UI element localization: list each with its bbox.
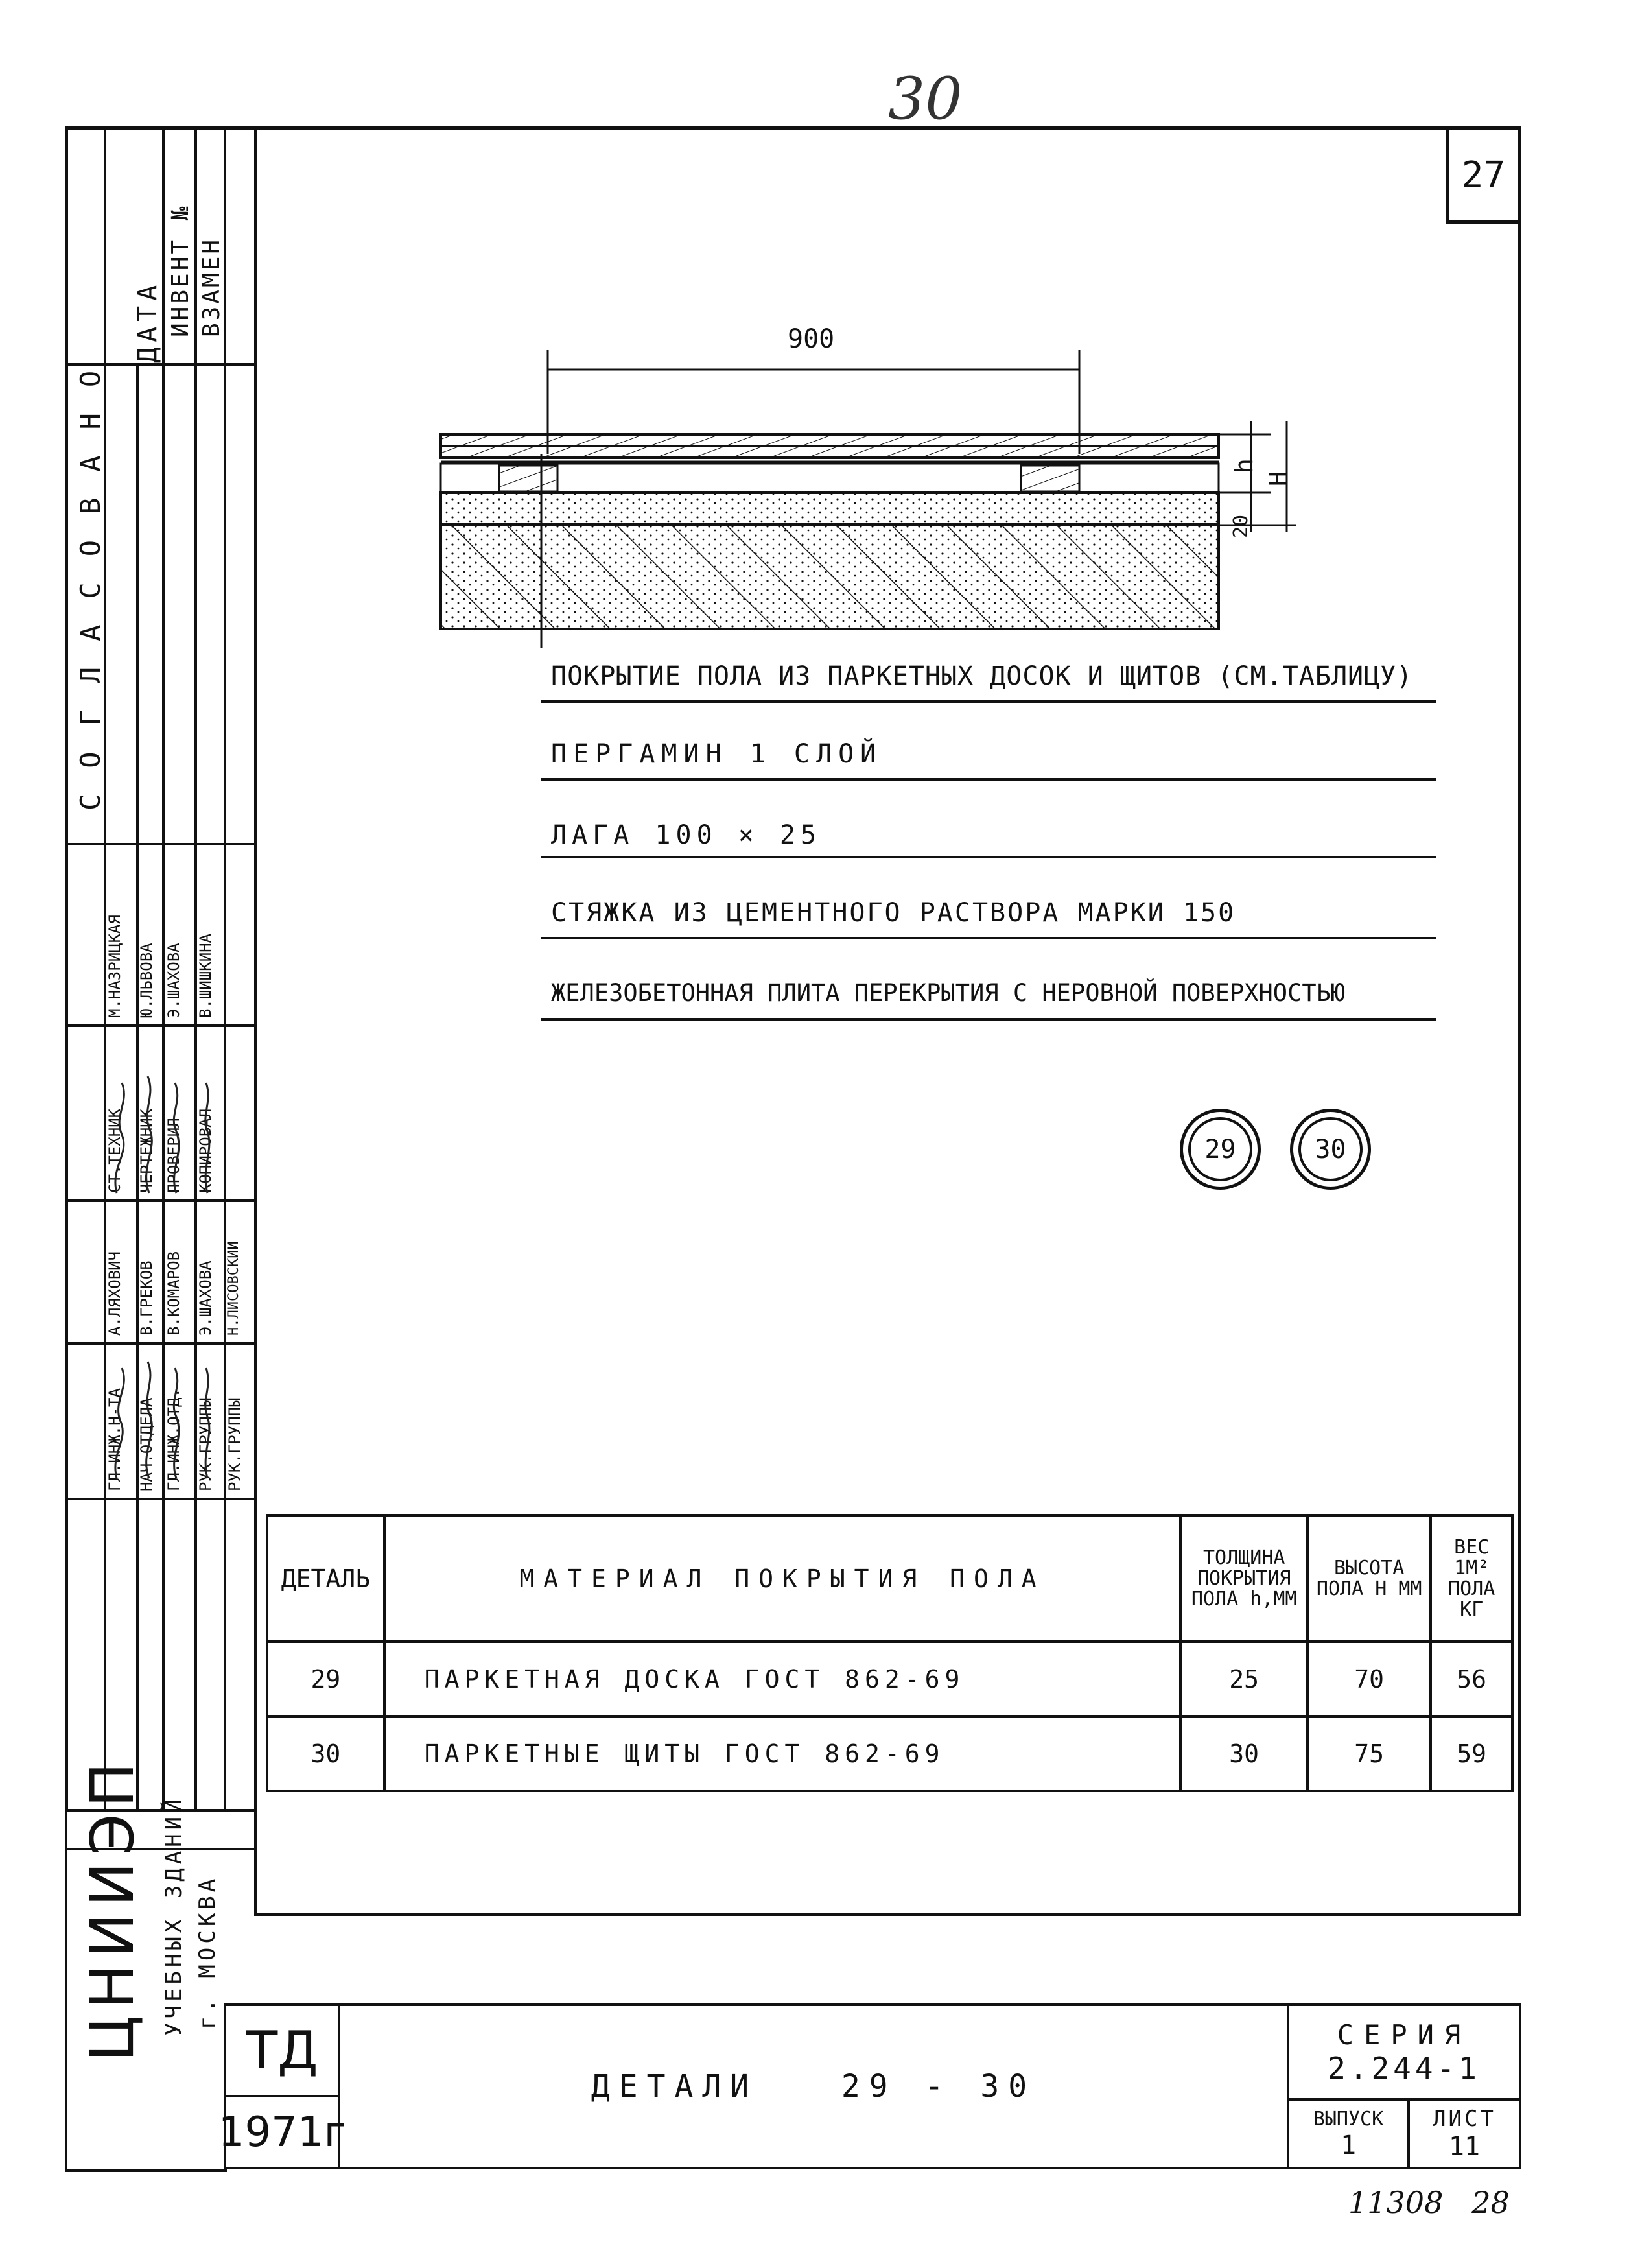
frame-bottom (65, 2169, 227, 2172)
callout-line (541, 937, 1436, 939)
series-cell (1287, 2003, 1521, 2101)
strip-row-line (65, 1024, 257, 1027)
table-cell: ПАРКЕТНАЯ ДОСКА ГОСТ 862-69 (384, 1642, 1181, 1716)
org-city: г. МОСКВА (194, 1874, 220, 2029)
layer-label-2: ПЕРГАМИН 1 СЛОЙ (551, 739, 883, 769)
material-table (266, 1514, 1514, 1792)
table-cell: 25 (1180, 1642, 1307, 1716)
table-cell: 29 (267, 1642, 384, 1716)
signatory-position: СТ.ТЕХНИК (106, 1108, 124, 1193)
signatory-name: В.ШИШКИНА (196, 933, 215, 1018)
signatory-position: ГЛ.ИНЖ.ОТД. (165, 1388, 183, 1491)
code-cell (224, 2003, 340, 2097)
table-header: ВЫСОТА ПОЛА H ММ (1307, 1515, 1431, 1642)
sheet-cell (1407, 2098, 1521, 2169)
layer-label-5: ЖЕЛЕЗОБЕТОННАЯ ПЛИТА ПЕРЕКРЫТИЯ С НЕРОВНОЙ ПОВЕРХНОСТЬЮ (551, 979, 1346, 1007)
signatory-name: М.НАЗРИЦКАЯ (106, 915, 124, 1018)
table-cell: 30 (267, 1716, 384, 1791)
callout-line (541, 856, 1436, 858)
strip-replace-label: ВЗАМЕН (198, 237, 225, 337)
signatory-position: КОПИРОВАЛ (196, 1108, 215, 1193)
signatory-name: Н.ЛИСОВСКИЙ (226, 1241, 242, 1336)
table-cell: 30 (1180, 1716, 1307, 1791)
detail-marker-30 (1290, 1109, 1371, 1190)
page-handwritten-number: 30 (888, 65, 963, 133)
table-header: МАТЕРИАЛ ПОКРЫТИЯ ПОЛА (384, 1515, 1181, 1642)
table-cell: 59 (1431, 1716, 1512, 1791)
drawing-title: ДЕТАЛИ 29 - 30 (591, 2068, 1037, 2105)
signatory-name: В.ГРЕКОВ (137, 1260, 156, 1336)
issue-cell (1287, 2098, 1410, 2169)
marker-label: 29 (1204, 1134, 1236, 1164)
floor-section-drawing (415, 324, 1322, 648)
signatory-position: РУК.ГРУППЫ (196, 1397, 215, 1491)
strip-inventory-label: ИНВЕНТ № (167, 204, 194, 337)
strip-col-line (224, 126, 226, 1812)
callout-line (541, 1018, 1436, 1021)
year-cell (218, 2095, 346, 2169)
signatory-name: В.КОМАРОВ (165, 1251, 183, 1336)
sheet-label: ЛИСТ (1433, 2106, 1496, 2132)
table-header: ВЕС 1М² ПОЛА КГ (1431, 1515, 1512, 1642)
strip-row-line (65, 843, 257, 845)
title-cell (338, 2003, 1289, 2169)
table-row (267, 1642, 1512, 1716)
dimension-h: h (1230, 458, 1258, 473)
table-header: ТОЛЩИНА ПОКРЫТИЯ ПОЛА h,ММ (1180, 1515, 1307, 1642)
code: ТД (246, 2020, 318, 2081)
sheet-number: 27 (1461, 154, 1506, 196)
table-cell: 75 (1307, 1716, 1431, 1791)
issue-label: ВЫПУСК (1313, 2107, 1384, 2131)
org-name: УЧЕБНЫХ ЗДАНИЙ (161, 1795, 187, 2036)
table-cell: ПАРКЕТНЫЕ ЩИТЫ ГОСТ 862-69 (384, 1716, 1181, 1791)
archive-number: 11308 28 (1348, 2185, 1510, 2220)
issue-number: 1 (1340, 2130, 1357, 2160)
callout-line (541, 778, 1436, 781)
series-number: 2.244-1 (1328, 2050, 1481, 2086)
signatory-name: Ю.ЛЬВОВА (137, 943, 156, 1018)
signatory-name: А.ЛЯХОВИЧ (106, 1251, 124, 1336)
signatory-position: НАЧ.ОТДЕЛА (137, 1397, 156, 1491)
dimension-20: 20 (1230, 514, 1252, 538)
strip-agreed-label: СОГЛАСОВАНО (75, 344, 106, 810)
signatory-position: ЧЕРТЕЖНИК (137, 1108, 156, 1193)
table-cell: 70 (1307, 1642, 1431, 1716)
detail-marker-29 (1180, 1109, 1261, 1190)
layer-label-4: СТЯЖКА ИЗ ЦЕМЕНТНОГО РАСТВОРА МАРКИ 150 (551, 898, 1236, 928)
year: 1971г (218, 2108, 346, 2156)
frame-left-extension (65, 1812, 67, 2172)
layer-label-1: ПОКРЫТИЕ ПОЛА ИЗ ПАРКЕТНЫХ ДОСОК И ЩИТОВ (СМ.ТАБЛИЦУ) (551, 661, 1413, 691)
dimension-H: H (1264, 471, 1293, 486)
strip-date-label: ДАТА (133, 279, 163, 363)
sheet-number-box (1446, 126, 1521, 224)
strip-row-line (65, 1498, 257, 1500)
table-row (267, 1716, 1512, 1791)
signatory-name: Э.ШАХОВА (196, 1260, 215, 1336)
signatures (104, 1037, 227, 1491)
signatory-position: РУК.ГРУППЫ (226, 1397, 244, 1491)
sheet-number-bottom: 11 (1448, 2132, 1481, 2162)
table-cell: 56 (1431, 1642, 1512, 1716)
dimension-900: 900 (788, 324, 835, 354)
signatory-name: Э.ШАХОВА (165, 943, 183, 1018)
signatory-position: ГЛ.ИНЖ.Н-ТА (106, 1388, 124, 1491)
layer-label-3: ЛАГА 100 × 25 (551, 820, 822, 850)
series-label: СЕРИЯ (1337, 2018, 1471, 2051)
signatory-position: ПРОВЕРИЛ (165, 1118, 183, 1193)
callout-line (541, 700, 1436, 703)
table-header: ДЕТАЛЬ (267, 1515, 384, 1642)
marker-label: 30 (1315, 1134, 1346, 1164)
org-logo: ЦНИИЭП (78, 1756, 147, 2062)
